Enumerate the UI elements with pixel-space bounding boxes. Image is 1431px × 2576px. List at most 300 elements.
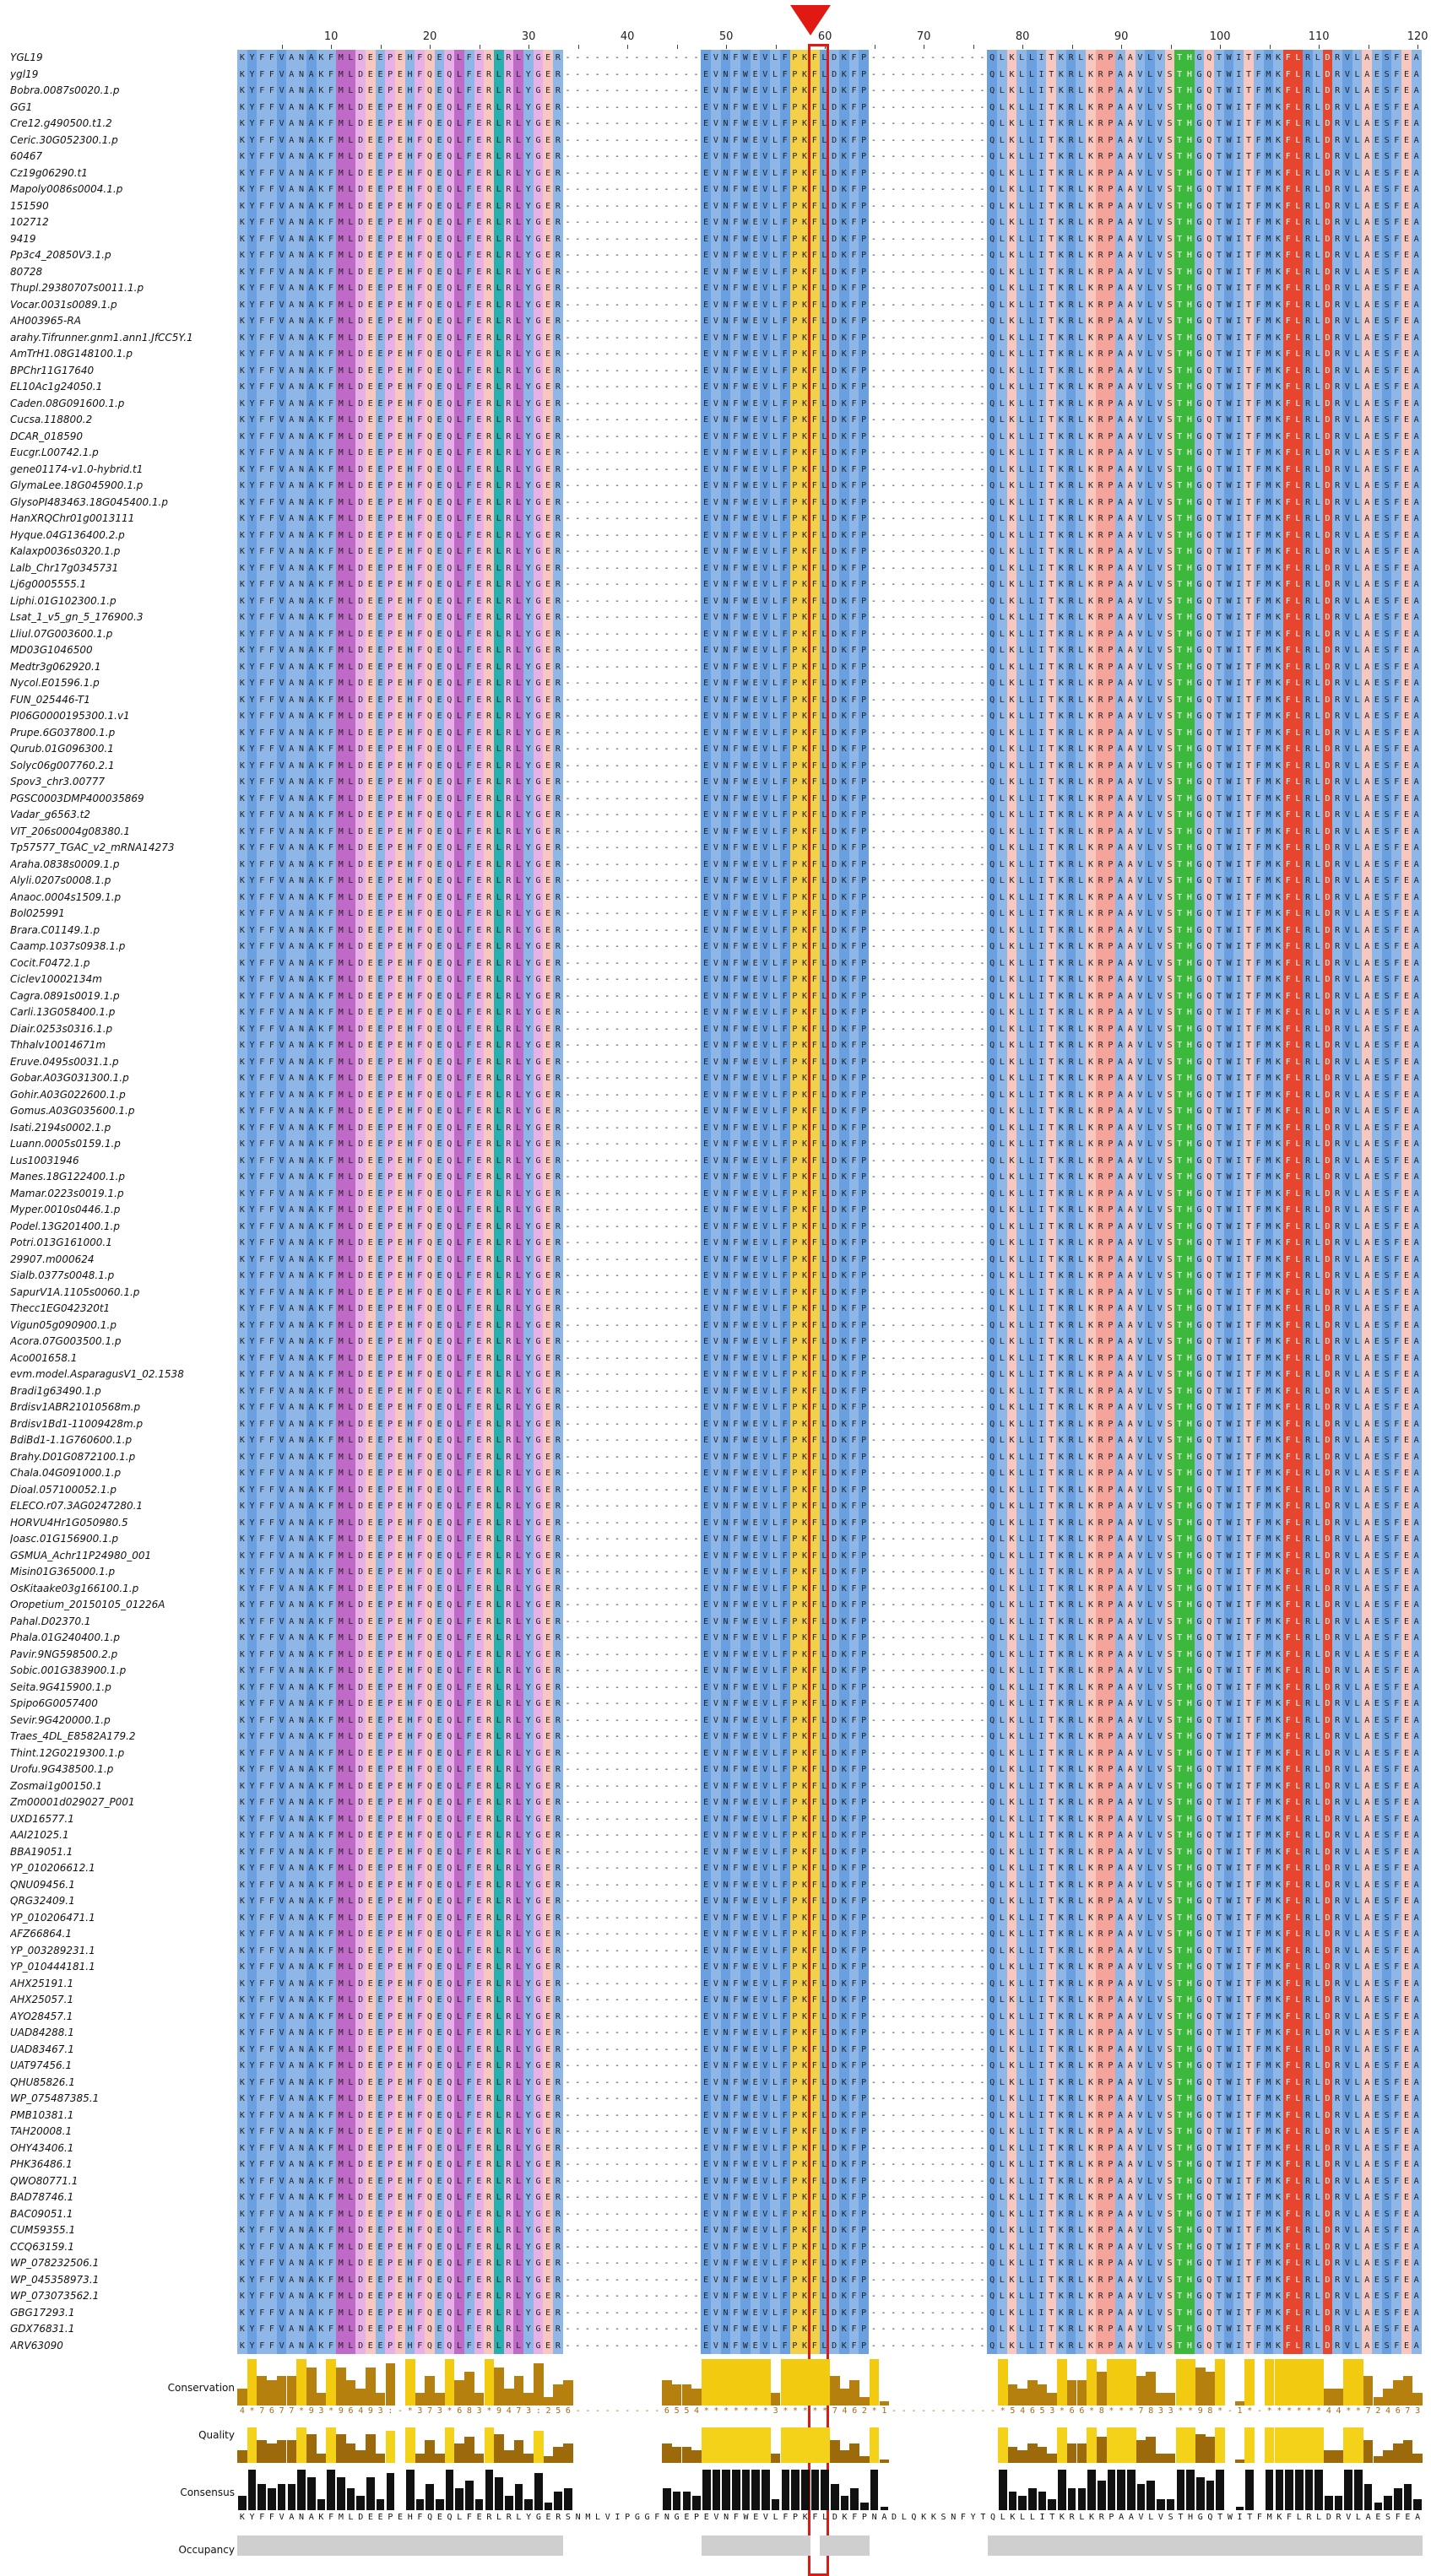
sequence-name[interactable]: Spov3_chr3.00777 [10,776,106,787]
conservation-bar [1383,2389,1393,2406]
quality-bar [1008,2447,1018,2463]
quality-bar [267,2443,277,2463]
consensus-residue: P [1108,2513,1114,2522]
sequence-name[interactable]: Pavir.9NG598500.2.p [10,1648,118,1660]
alignment-row: K Y F F V A N A K F M L D E E P E H F Q E Q L F E R L R L Y G E R - - - - - - - - - - - - - - E V N F W E V L F P K F L D K F P - - - - - - - - - - - - Q L K L L I T K R L K R P A A V L V S T H G Q T W I T F M K F L R L D R V L A E S F E A [237,2338,1423,2355]
logo-letter [1087,2470,1096,2510]
sequence-name[interactable]: Kalaxp0036s0320.1.p [10,545,121,557]
alignment-row: K Y F F V A N A K F M L D E E P E H F Q E Q L F E R L R L Y G E R - - - - - - - - - - - - - - E V N F W E V L F P K F L D K F P - - - - - - - - - - - - Q L K L L I T K R L K R P A A V L V S T H G Q T W I T F M K F L R L D R V L A E S F E A [237,2173,1423,2190]
consensus-residue: H [407,2513,413,2522]
alignment-row: K Y F F V A N A K F M L D E E P E H F Q E Q L F E R L R L Y G E R - - - - - - - - - - - - - - E V N F W E V L F P K F L D K F P - - - - - - - - - - - - Q L K L L I T K R L K R P A A V L V S T H G Q T W I T F M K F L R L D R V L A E S F E A [237,313,1423,330]
quality-bar [820,2427,830,2463]
sequence-name[interactable]: Myper.0010s0446.1.p [10,1204,121,1215]
quality-bar [1097,2437,1107,2463]
logo-letter [307,2477,316,2510]
sequence-name[interactable]: Gomus.A03G035600.1.p [10,1105,135,1117]
consensus-residue: G [535,2513,541,2522]
sequence-name[interactable]: BPChr11G17640 [10,364,95,376]
sequence-name[interactable]: YP_010206612.1 [10,1862,95,1874]
sequence-name[interactable]: YP_010206471.1 [10,1911,95,1924]
conservation-bar [1314,2359,1324,2406]
sequence-name[interactable]: UXD16577.1 [10,1812,74,1825]
sequence-name[interactable]: YP_003289231.1 [10,1944,95,1956]
sequence-name[interactable]: Nycol.E01596.1.p [10,677,100,689]
sequence-name[interactable]: Vadar_g6563.t2 [10,809,91,820]
conservation-score: 6 [1079,2406,1085,2416]
sequence-name[interactable]: Phala.01G240400.1.p [10,1632,120,1643]
consensus-residue: K [1089,2513,1095,2522]
sequence-name[interactable]: Diair.0253s0316.1.p [10,1022,113,1035]
sequence-name[interactable]: Tp57577_TGAC_v2_mRNA14273 [10,842,175,853]
logo-letter [356,2496,365,2510]
consensus-residue: N [664,2513,669,2522]
alignment-row: K Y F F V A N A K F M L D E E P E H F Q E Q L F E R L R L Y G E R - - - - - - - - - - - - - - E V N F W E V L F P K F L D K F P - - - - - - - - - - - - Q L K L L I T K R L K R P A A V L V S T H G Q T W I T F M K F L R L D R V L A E S F E A [237,363,1423,380]
alignment-row: K Y F F V A N A K F M L D E E P E H F Q E Q L F E R L R L Y G E R - - - - - - - - - - - - - - E V N F W E V L F P K F L D K F P - - - - - - - - - - - - Q L K L L I T K R L K R P A A V L V S T H G Q T W I T F M K F L R L D R V L A E S F E A [237,1976,1423,1993]
conservation-bar [346,2380,356,2406]
sequence-name[interactable]: Thupl.29380707s0011.1.p [10,282,144,294]
quality-bar [1107,2427,1117,2463]
sequence-name[interactable]: GlymaLee.18G045900.1.p [10,479,144,491]
logo-letter [505,2496,513,2510]
ruler-tick [578,45,579,49]
conservation-score: * [724,2406,729,2416]
consensus-residue: Q [911,2513,917,2522]
consensus-residue: F [783,2513,789,2522]
sequence-name[interactable]: BBA19051.1 [10,1845,73,1858]
sequence-name[interactable]: WP_045358973.1 [10,2273,100,2286]
sequence-name[interactable]: TAH20008.1 [10,2125,73,2137]
quality-bar [346,2443,356,2463]
sequence-name[interactable]: Carli.13G058400.1.p [10,1006,116,1018]
consensus-residue: E [1375,2513,1381,2522]
sequence-name[interactable]: ygl19 [10,68,39,80]
alignment-row: K Y F F V A N A K F M L D E E P E H F Q E Q L F E R L R L Y G E R - - - - - - - - - - - - - - E V N F W E V L F P K F L D K F P - - - - - - - - - - - - Q L K L L I T K R L K R P A A V L V S T H G Q T W I T F M K F L R L D R V L A E S F E A [237,346,1423,363]
sequence-name[interactable]: YP_010444181.1 [10,1961,95,1973]
sequence-name[interactable]: Prupe.6G037800.1.p [10,726,116,739]
sequence-name[interactable]: GlysoPI483463.18G045400.1.p [10,495,168,508]
consensus-residue: Q [427,2513,433,2522]
consensus-residue: R [486,2513,492,2522]
quality-bar [1027,2443,1038,2463]
sequence-name[interactable]: PI06G0000195300.1.v1 [10,710,130,722]
quality-label: Quality [198,2429,235,2441]
conservation-bar [691,2389,702,2406]
quality-bar [1314,2427,1324,2463]
conservation-score: - [960,2406,966,2416]
conservation-score: 6 [664,2406,669,2416]
sequence-name[interactable]: Brahy.D01G0872100.1.p [10,1450,136,1463]
sequence-name[interactable]: Caamp.1037s0938.1.p [10,940,126,952]
alignment-row: K Y F F V A N A K F M L D E E P E H F Q E Q L F E R L R L Y G E R - - - - - - - - - - - - - - E V N F W E V L F P K F L D K F P - - - - - - - - - - - - Q L K L L I T K R L K R P A A V L V S T H G Q T W I T F M K F L R L D R V L A E S F E A [237,133,1423,149]
sequence-name[interactable]: Cucsa.118800.2 [10,414,93,425]
consensus-residue: P [694,2513,700,2522]
consensus-residue: V [762,2513,768,2522]
conservation-score: * [1178,2406,1184,2416]
conservation-bar [1017,2389,1027,2406]
sequence-name[interactable]: Hyque.04G136400.2.p [10,528,125,541]
quality-bar [1393,2443,1403,2463]
alignment-row: K Y F F V A N A K F M L D E E P E H F Q E Q L F E R L R L Y G E R - - - - - - - - - - - - - - E V N F W E V L F P K F L D K F P - - - - - - - - - - - - Q L K L L I T K R L K R P A A V L V S T H G Q T W I T F M K F L R L D R V L A E S F E A [237,840,1423,857]
sequence-name[interactable]: Sevir.9G420000.1.p [10,1713,111,1726]
sequence-name[interactable]: Qurub.01G096300.1 [10,743,114,755]
alignment-row: K Y F F V A N A K F M L D E E P E H F Q E Q L F E R L R L Y G E R - - - - - - - - - - - - - - E V N F W E V L F P K F L D K F P - - - - - - - - - - - - Q L K L L I T K R L K R P A A V L V S T H G Q T W I T F M K F L R L D R V L A E S F E A [237,1663,1423,1680]
consensus-residue: W [1227,2513,1233,2522]
sequence-name[interactable]: WP_073073562.1 [10,2290,100,2302]
conservation-score: * [1217,2406,1223,2416]
sequence-name[interactable]: Vocar.0031s0089.1.p [10,298,117,311]
sequence-name[interactable]: Cz19g06290.t1 [10,166,88,179]
consensus-residue: E [377,2513,383,2522]
alignment-row: K Y F F V A N A K F M L D E E P E H F Q E Q L F E R L R L Y G E R - - - - - - - - - - - - - - E V N F W E V L F P K F L D K F P - - - - - - - - - - - - Q L K L L I T K R L K R P A A V L V S T H G Q T W I T F M K F L R L D R V L A E S F E A [237,396,1423,413]
logo-letter [1295,2470,1304,2510]
conservation-bar [672,2384,682,2406]
conservation-score: 2 [1375,2406,1381,2416]
sequence-name[interactable]: Thhalv10014671m [10,1039,106,1051]
consensus-residue: R [556,2513,561,2522]
sequence-name[interactable]: QRG32409.1 [10,1895,75,1907]
sequence-name[interactable]: Zosmai1g00150.1 [10,1779,103,1792]
alignment-row: K Y F F V A N A K F M L D E E P E H F Q E Q L F E R L R L Y G E R - - - - - - - - - - - - - - E V N F W E V L F P K F L D K F P - - - - - - - - - - - - Q L K L L I T K R L K R P A A V L V S T H G Q T W I T F M K F L R L D R V L A E S F E A [237,2124,1423,2140]
sequence-name[interactable]: Bradi1g63490.1.p [10,1384,101,1397]
consensus-residue: E [398,2513,404,2522]
sequence-name[interactable]: Brdisv1ABR21010568m.p [10,1401,141,1413]
quality-bar [237,2450,247,2463]
sequence-name[interactable]: Thint.12G0219300.1.p [10,1746,125,1759]
sequence-name[interactable]: QNU09456.1 [10,1878,75,1891]
sequence-name[interactable]: Bobra.0087s0020.1.p [10,84,120,96]
sequence-name[interactable]: UAD84288.1 [10,2027,74,2038]
conservation-score: - [921,2406,927,2416]
sequence-name[interactable]: PGSC0003DMP400035869 [10,792,144,804]
sequence-name[interactable]: Alyli.0207s0008.1.p [10,874,111,886]
logo-letter [1216,2470,1224,2510]
consensus-residue: K [1010,2513,1016,2522]
sequence-name[interactable]: OHY43406.1 [10,2141,74,2154]
sequence-name[interactable]: Eruve.0495s0031.1.p [10,1055,119,1068]
sequence-name[interactable]: Eucgr.L00742.1.p [10,446,99,458]
consensus-residue: D [358,2513,364,2522]
conservation-score: 3 [526,2406,532,2416]
consensus-residue: K [1059,2513,1065,2522]
logo-letter [673,2492,681,2510]
sequence-name[interactable]: Araha.0838s0009.1.p [10,858,120,870]
logo-letter [751,2470,760,2510]
conservation-score: * [812,2406,818,2416]
sequence-name[interactable]: Liphi.01G102300.1.p [10,594,117,607]
consensus-residue: L [822,2513,828,2522]
consensus-residue: V [1138,2513,1144,2522]
sequence-name[interactable]: Mapoly0086s0004.1.p [10,183,123,195]
sequence-name[interactable]: Cre12.g490500.t1.2 [10,117,112,129]
conservation-score: 4 [694,2406,700,2416]
sequence-name[interactable]: QHU85826.1 [10,2075,75,2088]
conservation-score: * [1355,2406,1361,2416]
sequence-name[interactable]: VIT_206s0004g08380.1 [10,825,131,837]
sequence-name[interactable]: Misin01G365000.1.p [10,1566,116,1578]
quality-track [237,2421,1423,2463]
sequence-name[interactable]: AHX25057.1 [10,1994,74,2005]
sequence-name[interactable]: Ceric.30G052300.1.p [10,133,118,146]
alignment-row: K Y F F V A N A K F M L D E E P E H F Q E Q L F E R L R L Y G E R - - - - - - - - - - - - - - E V N F W E V L F P K F L D K F P - - - - - - - - - - - - Q L K L L I T K R L K R P A A V L V S T H G Q T W I T F M K F L R L D R V L A E S F E A [237,955,1423,972]
alignment-row: K Y F F V A N A K F M L D E E P E H F Q E Q L F E R L R L Y G E R - - - - - - - - - - - - - - E V N F W E V L F P K F L D K F P - - - - - - - - - - - - Q L K L L I T K R L K R P A A V L V S T H G Q T W I T F M K F L R L D R V L A E S F E A [237,1449,1423,1466]
consensus-residue: E [684,2513,690,2522]
sequence-name[interactable]: Podel.13G201400.1.p [10,1220,120,1232]
sequence-name[interactable]: DCAR_018590 [10,430,83,442]
sequence-name[interactable]: GG1 [10,100,33,113]
sequence-name[interactable]: Manes.18G122400.1.p [10,1171,126,1182]
sequence-name[interactable]: Lsat_1_v5_gn_5_176900.3 [10,611,144,623]
alignment-row: K Y F F V A N A K F M L D E E P E H F Q E Q L F E R L R L Y G E R - - - - - - - - - - - - - - E V N F W E V L F P K F L D K F P - - - - - - - - - - - - Q L K L L I T K R L K R P A A V L V S T H G Q T W I T F M K F L R L D R V L A E S F E A [237,1564,1423,1581]
sequence-name[interactable]: Aco001658.1 [10,1351,78,1364]
alignment-row: K Y F F V A N A K F M L D E E P E H F Q E Q L F E R L R L Y G E R - - - - - - - - - - - - - - E V N F W E V L F P K F L D K F P - - - - - - - - - - - - Q L K L L I T K R L K R P A A V L V S T H G Q T W I T F M K F L R L D R V L A E S F E A [237,198,1423,215]
consensus-residue: P [793,2513,799,2522]
alignment-row: K Y F F V A N A K F M L D E E P E H F Q E Q L F E R L R L Y G E R - - - - - - - - - - - - - - E V N F W E V L F P K F L D K F P - - - - - - - - - - - - Q L K L L I T K R L K R P A A V L V S T H G Q T W I T F M K F L R L D R V L A E S F E A [237,2091,1423,2108]
consensus-logo [237,2468,1423,2510]
sequence-name[interactable]: Sialb.0377s0048.1.p [10,1269,115,1281]
quality-bar [731,2427,741,2463]
ruler-tick [973,45,974,49]
position-marker-icon [789,3,832,37]
conservation-score: 1 [881,2406,887,2416]
alignment-row: K Y F F V A N A K F M L D E E P E H F Q E Q L F E R L R L Y G E R - - - - - - - - - - - - - - E V N F W E V L F P K F L D K F P - - - - - - - - - - - - Q L K L L I T K R L K R P A A V L V S T H G Q T W I T F M K F L R L D R V L A E S F E A [237,1136,1423,1153]
sequence-name[interactable]: Gobar.A03G031300.1.p [10,1072,129,1084]
sequence-name[interactable]: PHK36486.1 [10,2158,73,2170]
sequence-name[interactable]: Urofu.9G438500.1.p [10,1763,114,1775]
logo-letter [1068,2488,1076,2510]
sequence-name[interactable]: Lliul.07G003600.1.p [10,627,113,640]
quality-bar [702,2427,712,2463]
alignment-row: K Y F F V A N A K F M L D E E P E H F Q E Q L F E R L R L Y G E R - - - - - - - - - - - - - - E V N F W E V L F P K F L D K F P - - - - - - - - - - - - Q L K L L I T K R L K R P A A V L V S T H G Q T W I T F M K F L R L D R V L A E S F E A [237,1531,1423,1548]
sequence-name[interactable]: AmTrH1.08G148100.1.p [10,348,133,360]
sequence-name[interactable]: 80728 [10,265,43,278]
alignment-row: K Y F F V A N A K F M L D E E P E H F Q E Q L F E R L R L Y G E R - - - - - - - - - - - - - - E V N F W E V L F P K F L D K F P - - - - - - - - - - - - Q L K L L I T K R L K R P A A V L V S T H G Q T W I T F M K F L R L D R V L A E S F E A [237,462,1423,479]
quality-bar [1146,2437,1156,2463]
sequence-name[interactable]: ARV63090 [10,2339,63,2351]
sequence-name[interactable]: OsKitaake03g166100.1.p [10,1582,139,1594]
sequence-name[interactable]: Thecc1EG042320t1 [10,1302,111,1314]
sequence-name[interactable]: Cagra.0891s0019.1.p [10,989,120,1002]
sequence-name[interactable]: Mamar.0223s0019.1.p [10,1187,124,1199]
alignment-row: K Y F F V A N A K F M L D E E P E H F Q E Q L F E R L R L Y G E R - - - - - - - - - - - - - - E V N F W E V L F P K F L D K F P - - - - - - - - - - - - Q L K L L I T K R L K R P A A V L V S T H G Q T W I T F M K F L R L D R V L A E S F E A [237,1581,1423,1598]
sequence-name[interactable]: ELECO.r07.3AG0247280.1 [10,1500,144,1512]
sequence-name[interactable]: GDX76831.1 [10,2323,75,2335]
sequence-name[interactable]: WP_078232506.1 [10,2257,100,2269]
consensus-residue: G [1197,2513,1203,2522]
alignment-row: K Y F F V A N A K F M L D E E P E H F Q E Q L F E R L R L Y G E R - - - - - - - - - - - - - - E V N F W E V L F P K F L D K F P - - - - - - - - - - - - Q L K L L I T K R L K R P A A V L V S T H G Q T W I T F M K F L R L D R V L A E S F E A [237,2058,1423,2075]
sequence-name[interactable]: Pp3c4_20850V3.1.p [10,249,111,261]
logo-letter [1236,2507,1244,2510]
alignment-row: K Y F F V A N A K F M L D E E P E H F Q E Q L F E R L R L Y G E R - - - - - - - - - - - - - - E V N F W E V L F P K F L D K F P - - - - - - - - - - - - Q L K L L I T K R L K R P A A V L V S T H G Q T W I T F M K F L R L D R V L A E S F E A [237,297,1423,314]
sequence-name[interactable]: PMB10381.1 [10,2108,74,2121]
quality-bar [1017,2450,1027,2463]
conservation-score: * [328,2406,334,2416]
conservation-score: - [398,2406,404,2416]
conservation-score: * [407,2406,413,2416]
conservation-bar [1363,2376,1374,2406]
sequence-name[interactable]: Solyc06g007760.2.1 [10,759,115,771]
consensus-residue: N [951,2513,957,2522]
consensus-residue: S [1168,2513,1174,2522]
sequence-name[interactable]: Spipo6G0057400 [10,1697,98,1709]
sequence-name[interactable]: 29907.m000624 [10,1253,95,1265]
sequence-name[interactable]: AH003965-RA [10,315,81,327]
sequence-name[interactable]: Potri.013G161000.1 [10,1237,112,1248]
conservation-score: * [793,2406,799,2416]
sequence-name[interactable]: 9419 [10,232,36,245]
logo-letter [860,2503,869,2510]
quality-bar [1156,2454,1166,2463]
sequence-name[interactable]: 102712 [10,216,49,228]
sequence-name[interactable]: WP_075487385.1 [10,2092,100,2104]
alignment-row: K Y F F V A N A K F M L D E E P E H F Q E Q L F E R L R L Y G E R - - - - - - - - - - - - - - E V N F W E V L F P K F L D K F P - - - - - - - - - - - - Q L K L L I T K R L K R P A A V L V S T H G Q T W I T F M K F L R L D R V L A E S F E A [237,1416,1423,1433]
sequence-name[interactable]: Lj6g0005555.1 [10,578,87,590]
sequence-name[interactable]: FUN_025446-T1 [10,693,90,706]
sequence-name[interactable]: HORVU4Hr1G050980.5 [10,1516,128,1529]
sequence-name[interactable]: Lus10031946 [10,1154,79,1166]
quality-bar [1077,2443,1087,2463]
sequence-name[interactable]: AFZ66864.1 [10,1928,72,1940]
logo-letter [762,2470,770,2510]
quality-bar [376,2454,386,2463]
conservation-score: 4 [1336,2406,1342,2416]
conservation-score: - [892,2406,897,2416]
logo-letter [238,2496,247,2510]
alignment-row: K Y F F V A N A K F M L D E E P E H F Q E Q L F E R L R L Y G E R - - - - - - - - - - - - - - E V N F W E V L F P K F L D K F P - - - - - - - - - - - - Q L K L L I T K R L K R P A A V L V S T H G Q T W I T F M K F L R L D R V L A E S F E A [237,758,1423,775]
alignment-row: K Y F F V A N A K F M L D E E P E H F Q E Q L F E R L R L Y G E R - - - - - - - - - - - - - - E V N F W E V L F P K F L D K F P - - - - - - - - - - - - Q L K L L I T K R L K R P A A V L V S T H G Q T W I T F M K F L R L D R V L A E S F E A [237,1943,1423,1960]
sequence-name[interactable]: HanXRQChr01g0013111 [10,512,135,524]
logo-letter [1018,2496,1027,2510]
logo-letter [1058,2470,1066,2510]
sequence-name[interactable]: Luann.0005s0159.1.p [10,1138,121,1150]
consensus-residue: E [1405,2513,1411,2522]
quality-bar [464,2437,474,2463]
sequence-name[interactable]: 60467 [10,150,43,162]
sequence-name[interactable]: Anaoc.0004s1509.1.p [10,890,122,903]
conservation-score: 4 [1385,2406,1391,2416]
conservation-bar [1107,2359,1117,2406]
logo-letter [1305,2470,1314,2510]
alignment-row: K Y F F V A N A K F M L D E E P E H F Q E Q L F E R L R L Y G E R - - - - - - - - - - - - - - E V N F W E V L F P K F L D K F P - - - - - - - - - - - - Q L K L L I T K R L K R P A A V L V S T H G Q T W I T F M K F L R L D R V L A E S F E A [237,1614,1423,1631]
sequence-name[interactable]: Lalb_Chr17g0345731 [10,561,119,574]
sequence-name[interactable]: Dioal.057100052.1.p [10,1483,117,1496]
alignment-row: K Y F F V A N A K F M L D E E P E H F Q E Q L F E R L R L Y G E R - - - - - - - - - - - - - - E V N F W E V L F P K F L D K F P - - - - - - - - - - - - Q L K L L I T K R L K R P A A V L V S T H G Q T W I T F M K F L R L D R V L A E S F E A [237,1252,1423,1269]
sequence-name[interactable]: Caden.08G091600.1.p [10,397,125,409]
alignment-row: K Y F F V A N A K F M L D E E P E H F Q E Q L F E R L R L Y G E R - - - - - - - - - - - - - - E V N F W E V L F P K F L D K F P - - - - - - - - - - - - Q L K L L I T K R L K R P A A V L V S T H G Q T W I T F M K F L R L D R V L A E S F E A [237,1169,1423,1186]
conservation-bar [494,2368,504,2406]
conservation-bar [849,2380,859,2406]
sequence-name[interactable]: GSMUA_Achr11P24980_001 [10,1549,152,1561]
sequence-name[interactable]: evm.model.AsparagusV1_02.1538 [10,1368,184,1380]
conservation-score: 6 [1395,2406,1401,2416]
sequence-name[interactable]: AYO28457.1 [10,2010,73,2022]
alignment-row: K Y F F V A N A K F M L D E E P E H F Q E Q L F E R L R L Y G E R - - - - - - - - - - - - - - E V N F W E V L F P K F L D K F P - - - - - - - - - - - - Q L K L L I T K R L K R P A A V L V S T H G Q T W I T F M K F L R L D R V L A E S F E A [237,412,1423,429]
sequence-name[interactable]: AHX25191.1 [10,1977,74,1989]
conservation-score: : [535,2406,541,2416]
quality-bar [1343,2427,1353,2463]
conservation-score: - [575,2406,581,2416]
sequence-name[interactable]: Joasc.01G156900.1.p [10,1533,119,1545]
sequence-name[interactable]: Brara.C01149.1.p [10,923,100,936]
sequence-name[interactable]: Vigun05g090900.1.p [10,1318,117,1331]
alignment-row: K Y F F V A N A K F M L D E E P E H F Q E Q L F E R L R L Y G E R - - - - - - - - - - - - - - E V N F W E V L F P K F L D K F P - - - - - - - - - - - - Q L K L L I T K R L K R P A A V L V S T H G Q T W I T F M K F L R L D R V L A E S F E A [237,100,1423,116]
consensus-residue: L [1148,2513,1154,2522]
conservation-score: * [1247,2406,1253,2416]
sequence-name[interactable]: BAD78746.1 [10,2191,74,2203]
alignment-row: K Y F F V A N A K F M L D E E P E H F Q E Q L F E R L R L Y G E R - - - - - - - - - - - - - - E V N F W E V L F P K F L D K F P - - - - - - - - - - - - Q L K L L I T K R L K R P A A V L V S T H G Q T W I T F M K F L R L D R V L A E S F E A [237,149,1423,165]
sequence-name[interactable]: BdiBd1-1.1G760600.1.p [10,1434,133,1446]
sequence-name[interactable]: Pahal.D02370.1 [10,1615,91,1627]
sequence-name[interactable]: Isati.2194s0002.1.p [10,1121,111,1134]
sequence-name[interactable]: 151590 [10,199,49,212]
alignment-row: K Y F F V A N A K F M L D E E P E H F Q E Q L F E R L R L Y G E R - - - - - - - - - - - - - - E V N F W E V L F P K F L D K F P - - - - - - - - - - - - Q L K L L I T K R L K R P A A V L V S T H G Q T W I T F M K F L R L D R V L A E S F E A [237,560,1423,577]
alignment-row: K Y F F V A N A K F M L D E E P E H F Q E Q L F E R L R L Y G E R - - - - - - - - - - - - - - E V N F W E V L F P K F L D K F P - - - - - - - - - - - - Q L K L L I T K R L K R P A A V L V S T H G Q T W I T F M K F L R L D R V L A E S F E A [237,1729,1423,1745]
sequence-name[interactable]: arahy.Tifrunner.gnm1.ann1.JfCC5Y.1 [10,331,193,344]
sequence-name[interactable]: Acora.07G003500.1.p [10,1335,122,1347]
sequence-name[interactable]: BAC09051.1 [10,2207,73,2220]
consensus-residue: N [724,2513,729,2522]
logo-letter [999,2470,1007,2510]
sequence-name[interactable]: Seita.9G415900.1.p [10,1680,111,1693]
consensus-residue: F [328,2513,334,2522]
logo-letter [1344,2470,1352,2510]
logo-letter [821,2470,829,2510]
sequence-name[interactable]: AAI21025.1 [10,1829,69,1841]
alignment-row: K Y F F V A N A K F M L D E E P E H F Q E Q L F E R L R L Y G E R - - - - - - - - - - - - - - E V N F W E V L F P K F L D K F P - - - - - - - - - - - - Q L K L L I T K R L K R P A A V L V S T H G Q T W I T F M K F L R L D R V L A E S F E A [237,181,1423,198]
conservation-bar [702,2359,712,2406]
alignment-row: K Y F F V A N A K F M L D E E P E H F Q E Q L F E R L R L Y G E R - - - - - - - - - - - - - - E V N F W E V L F P K F L D K F P - - - - - - - - - - - - Q L K L L I T K R L K R P A A V L V S T H G Q T W I T F M K F L R L D R V L A E S F E A [237,873,1423,890]
conservation-score: - [990,2406,996,2416]
sequence-name[interactable]: CCQ63159.1 [10,2240,74,2253]
conservation-label: Conservation [167,2382,235,2394]
sequence-name[interactable]: Traes_4DL_E8582A179.2 [10,1730,136,1742]
conservation-bar [306,2368,317,2406]
consensus-residue: T [1049,2513,1055,2522]
ruler-label: 120 [1407,30,1428,43]
sequence-name[interactable]: Chala.04G091000.1.p [10,1467,122,1479]
consensus-residue: I [1039,2513,1045,2522]
consensus-residue: Q [990,2513,996,2522]
alignment-row: K Y F F V A N A K F M L D E E P E H F Q E Q L F E R L R L Y G E R - - - - - - - - - - - - - - E V N F W E V L F P K F L D K F P - - - - - - - - - - - - Q L K L L I T K R L K R P A A V L V S T H G Q T W I T F M K F L R L D R V L A E S F E A [237,791,1423,808]
conservation-bar [1284,2359,1294,2406]
alignment-row: K Y F F V A N A K F M L D E E P E H F Q E Q L F E R L R L Y G E R - - - - - - - - - - - - - - E V N F W E V L F P K F L D K F P - - - - - - - - - - - - Q L K L L I T K R L K R P A A V L V S T H G Q T W I T F M K F L R L D R V L A E S F E A [237,774,1423,791]
sequence-name[interactable]: Ciclev10002134m [10,973,102,985]
sequence-name[interactable]: YGL19 [10,51,43,63]
sequence-name[interactable]: Oropetium_20150105_01226A [10,1599,165,1610]
sequence-name[interactable]: Brdisv1Bd1-11009428m.p [10,1417,144,1430]
sequence-name[interactable]: Cocit.F0472.1.p [10,956,90,969]
sequence-name[interactable]: Sobic.001G383900.1.p [10,1664,127,1676]
sequence-name[interactable]: Gohir.A03G022600.1.p [10,1088,126,1101]
sequence-name[interactable]: Bol025991 [10,907,65,919]
sequence-name[interactable]: UAD83467.1 [10,2043,74,2055]
sequence-name[interactable]: CUM59355.1 [10,2224,76,2236]
sequence-name[interactable]: MD03G1046500 [10,644,93,656]
conservation-score: - [625,2406,631,2416]
sequence-name[interactable]: EL10Ac1g24050.1 [10,381,103,392]
conservation-score: * [753,2406,759,2416]
alignment-row: K Y F F V A N A K F M L D E E P E H F Q E Q L F E R L R L Y G E R - - - - - - - - - - - - - - E V N F W E V L F P K F L D K F P - - - - - - - - - - - - Q L K L L I T K R L K R P A A V L V S T H G Q T W I T F M K F L R L D R V L A E S F E A [237,330,1423,347]
conservation-bar [474,2393,485,2406]
sequence-name[interactable]: gene01174-v1.0-hybrid.t1 [10,463,144,475]
consensus-residue: H [1188,2513,1194,2522]
quality-bar [1185,2427,1195,2463]
sequence-name[interactable]: SapurV1A.1105s0060.1.p [10,1285,140,1298]
sequence-name[interactable]: UAT97456.1 [10,2059,73,2071]
sequence-name[interactable]: Medtr3g062920.1 [10,660,101,673]
sequence-name[interactable]: GBG17293.1 [10,2306,75,2319]
sequence-name[interactable]: Zm00001d029027_P001 [10,1796,135,1808]
sequence-name[interactable]: QWO80771.1 [10,2174,79,2187]
